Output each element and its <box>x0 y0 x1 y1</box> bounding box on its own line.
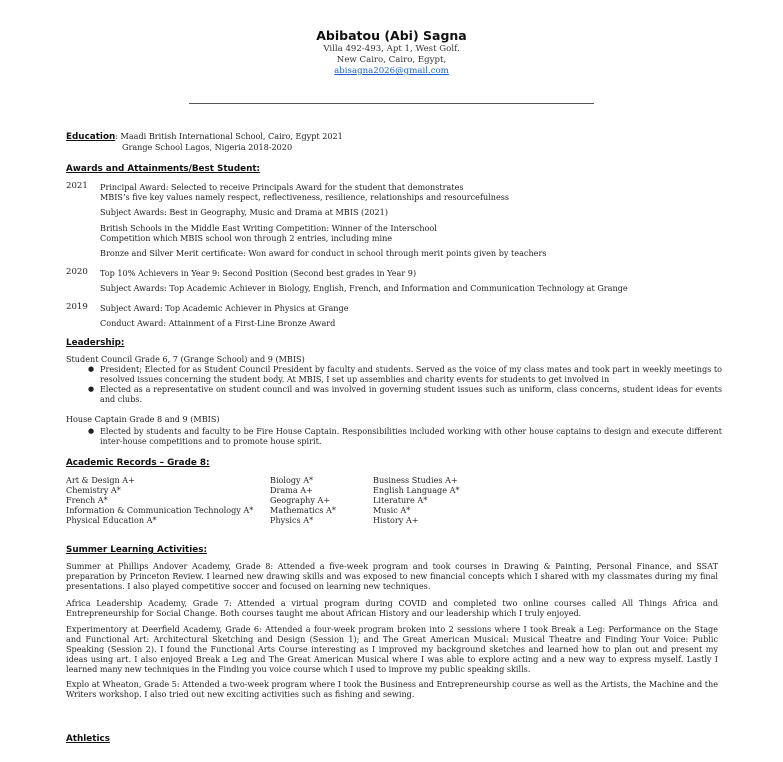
bullet-icon: ● <box>88 365 95 373</box>
top-achievers-2020: Top 10% Achievers in Year 9: Second Position (Second best grades in Year 9) <box>100 268 417 278</box>
grades-col-1-row-4: Information & Communication Technology A* <box>66 505 254 515</box>
writing-competition-line-1: British Schools in the Middle East Writing Competition: Winner of the Interschool <box>100 223 437 233</box>
grades-col-1-row-2: Chemistry A* <box>66 485 121 495</box>
grades-col-1-row-3: French A* <box>66 495 108 505</box>
leadership-bullet-3: Elected by students and faculty to be Fire House Captain. Responsibilities included working with other house captains to design and execute different inter-house competitions and to promote house spirit. <box>100 426 722 446</box>
grades-col-3-row-4: Music A* <box>373 505 411 515</box>
year-2019: 2019 <box>66 302 88 312</box>
subject-awards-2021: Subject Awards: Best in Geography, Music and Drama at MBIS (2021) <box>100 207 388 217</box>
header-divider <box>189 103 594 104</box>
grades-col-3-row-2: English Language A* <box>373 485 460 495</box>
academic-heading: Academic Records – Grade 8: <box>66 458 210 468</box>
conduct-award: Conduct Award: Attainment of a First-Line Bronze Award <box>100 318 336 328</box>
education-school-2: Grange School Lagos, Nigeria 2018-2020 <box>122 142 293 152</box>
year-2020: 2020 <box>66 267 88 277</box>
athletics-heading: Athletics <box>66 734 110 744</box>
awards-heading: Awards and Attainments/Best Student: <box>66 164 261 174</box>
principal-award-line-1: Principal Award: Selected to receive Principals Award for the student that demonstrates <box>100 182 464 192</box>
grades-col-2-row-3: Geography A+ <box>270 495 331 505</box>
house-captain-title: House Captain Grade 8 and 9 (MBIS) <box>66 414 220 424</box>
summer-paragraph-wheaton: Explo at Wheaton, Grade 5: Attended a two-week program where I took the Business and Entrepreneurship course as well as the Artists, the Machine and the Writers workshop. I also tried out new exciting activities such as fishing and sewing. <box>66 679 718 699</box>
email-link[interactable]: abisagna2026@gmail.com <box>334 66 449 76</box>
address-line-2: New Cairo, Cairo, Egypt, <box>336 55 447 65</box>
leadership-bullet-1: President; Elected for as Student Council President by faculty and students. Served as the voice of my class mates and took part in weekly meetings to resolved issues concerning the student body. At MBIS, I set up assemblies and charity events for students to get involved in <box>100 364 722 384</box>
principal-award-line-2: MBIS’s five key values namely respect, reflectiveness, resilience, relationships and resourcefulness <box>100 192 510 202</box>
bullet-icon: ● <box>88 427 95 435</box>
education-heading: Education <box>66 132 116 142</box>
grades-col-3-row-5: History A+ <box>373 515 419 525</box>
leadership-heading: Leadership: <box>66 338 125 348</box>
grades-col-3-row-1: Business Studies A+ <box>373 475 458 485</box>
subject-award-2019: Subject Award: Top Academic Achiever in Physics at Grange <box>100 303 349 313</box>
summer-heading: Summer Learning Activities: <box>66 545 207 555</box>
grades-col-1-row-1: Art & Design A+ <box>66 475 135 485</box>
summer-paragraph-andover: Summer at Phillips Andover Academy, Grade 8: Attended a five-week program and took courses in Drawing & Painting, Personal Finance, and SSAT preparation by Princeton Review. I learned new drawing skills and was exposed to new financial concepts which I shared with my classmates during my final presentations. I also played competitive soccer and focused on learning new techniques. <box>66 561 718 591</box>
summer-paragraph-deerfield: Experimentory at Deerfield Academy, Grade 6: Attended a four-week program broken into 2 sessions where I took Break a Leg: Performance on the Stage and Functional Art: Architectural Sketching and Design (Session 1); and The Great American Musical: Musical Theatre and Finding Your Voice: Public Speaking (Session 2). I found the Functional Arts Course interesting as I improved my background sketches and learned how to plan out and present my ideas using art. I also enjoyed Break a Leg and The Great American Musical where I was able to explore acting and a new way to express myself. Lastly I learned many new techniques in the Finding you voice course which I used to improve my public speaking skills. <box>66 624 718 674</box>
grades-col-1-row-5: Physical Education A* <box>66 515 157 525</box>
writing-competition-line-2: Competition which MBIS school won through 2 entries, including mine <box>100 233 393 243</box>
grades-col-2-row-5: Physics A* <box>270 515 314 525</box>
student-council-title: Student Council Grade 6, 7 (Grange School) and 9 (MBIS) <box>66 354 305 364</box>
bullet-icon: ● <box>88 385 95 393</box>
grades-col-2-row-1: Biology A* <box>270 475 314 485</box>
year-2021: 2021 <box>66 181 88 191</box>
candidate-name: Abibatou (Abi) Sagna <box>316 28 467 43</box>
grades-col-2-row-2: Drama A+ <box>270 485 313 495</box>
summer-paragraph-africa: Africa Leadership Academy, Grade 7: Attended a virtual program during COVID and completed two online courses called All Things Africa and Entrepreneurship for Social Change. Both courses taught me about African History and our leadership which I truly enjoyed. <box>66 598 718 618</box>
address-line-1: Villa 492-493, Apt 1, West Golf. <box>323 44 460 54</box>
merit-certificate: Bronze and Silver Merit certificate: Won award for conduct in school through merit points given by teachers <box>100 248 547 258</box>
grades-col-2-row-4: Mathematics A* <box>270 505 336 515</box>
education-school-1: : Maadi British International School, Cairo, Egypt 2021 <box>115 131 343 141</box>
subject-awards-2020: Subject Awards: Top Academic Achiever in Biology, English, French, and Information and Communication Technology at Grange <box>100 283 628 293</box>
grades-col-3-row-3: Literature A* <box>373 495 428 505</box>
education-line-1 <box>66 131 343 142</box>
leadership-bullet-2: Elected as a representative on student council and was involved in governing student issues such as uniform, class concerns, student ideas for events and clubs. <box>100 384 722 404</box>
